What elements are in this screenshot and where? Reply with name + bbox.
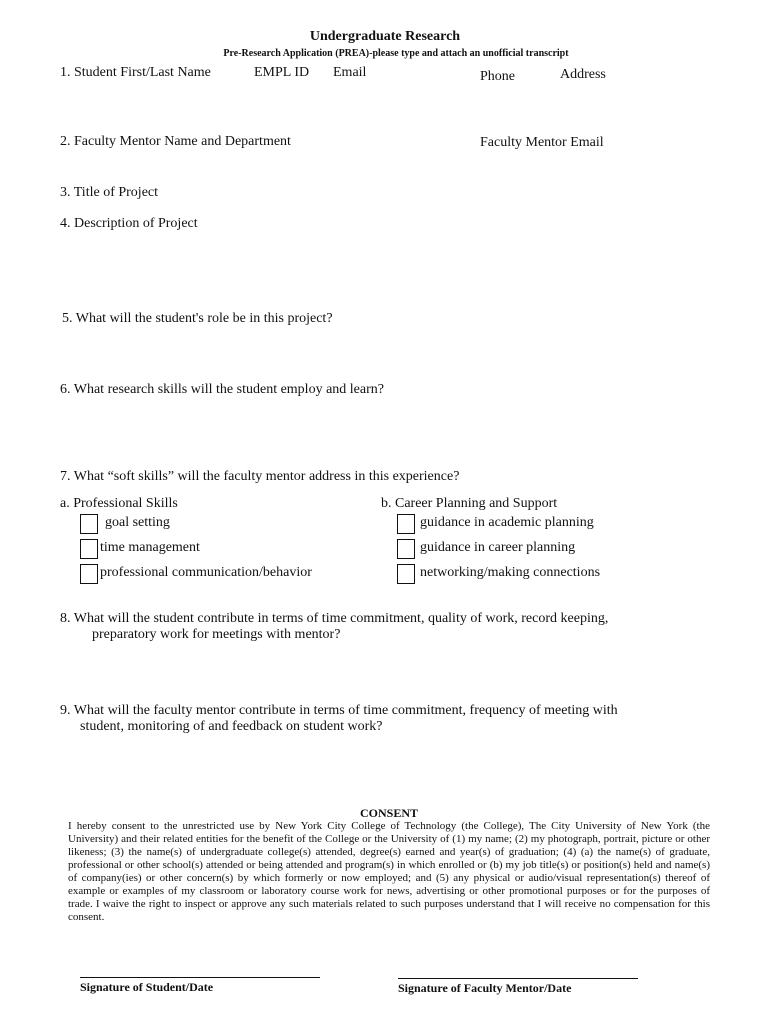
professional-communication-label: professional communication/behavior — [100, 565, 312, 580]
q1-student-name-label: 1. Student First/Last Name — [60, 65, 211, 80]
goal-setting-label: goal setting — [105, 515, 170, 530]
q2-faculty-mentor-label: 2. Faculty Mentor Name and Department — [60, 134, 291, 149]
checkbox-time-management[interactable] — [80, 539, 98, 559]
q1-phone-label: Phone — [480, 69, 515, 84]
mentor-signature-label: Signature of Faculty Mentor/Date — [398, 981, 572, 995]
checkbox-academic-planning[interactable] — [397, 514, 415, 534]
page-subtitle: Pre-Research Application (PREA)-please type and attach an unofficial transcript — [223, 48, 569, 59]
q2-faculty-email-label: Faculty Mentor Email — [480, 135, 604, 150]
career-planning-label: guidance in career planning — [420, 540, 576, 555]
q1-empl-id-label: EMPL ID — [254, 65, 310, 80]
page-title: Undergraduate Research — [309, 29, 461, 44]
checkbox-networking[interactable] — [397, 564, 415, 584]
academic-planning-label: guidance in academic planning — [420, 515, 594, 530]
student-signature-line[interactable] — [80, 977, 320, 978]
q1-address-label: Address — [560, 67, 606, 82]
career-planning-heading: b. Career Planning and Support — [381, 496, 558, 511]
checkbox-goal-setting[interactable] — [80, 514, 98, 534]
q8-student-contribution: 8. What will the student contribute in terms of time commitment, quality of work, record keeping, — [60, 611, 609, 626]
consent-text: I hereby consent to the unrestricted use by New York City College of Technology (the College), The City University of New York (the University) and their related entities for the benefit of the College or the University of (1) my name; (2) my photograph, portrait, picture or other likeness; (3) the name(s) of undergraduate college(s) attended, degree(s) earned and year(s) of graduation; (4) (a) the name(s) of graduate, professional or other school(s) attended or being attended and program(s) in which enrolled or (b) my job title(s) or position(s) held and name(s) of company(ies) or other concern(s) by which formerly or now employed; and (5) any physical or audio/visual representation(s) thereof of example or examples of my classroom or laboratory course work for news, advertising or other promotional purposes or for the purposes of trade. I waive the right to inspect or approve any such materials related to such purposes understand that I will receive no compensation for this consent. — [68, 820, 710, 923]
time-management-label: time management — [100, 540, 200, 555]
q6-research-skills: 6. What research skills will the student employ and learn? — [60, 382, 384, 397]
q8-student-contribution-cont: preparatory work for meetings with mentor? — [92, 627, 341, 642]
q1-email-label: Email — [333, 65, 367, 80]
q5-student-role: 5. What will the student's role be in this project? — [62, 311, 333, 326]
q9-mentor-contribution-cont: student, monitoring of and feedback on student work? — [80, 719, 383, 734]
checkbox-professional-communication[interactable] — [80, 564, 98, 584]
q9-mentor-contribution: 9. What will the faculty mentor contribute in terms of time commitment, frequency of meeting with — [60, 703, 618, 718]
checkbox-career-planning[interactable] — [397, 539, 415, 559]
q7-soft-skills: 7. What “soft skills” will the faculty mentor address in this experience? — [60, 469, 460, 484]
networking-label: networking/making connections — [420, 565, 601, 580]
mentor-signature-line[interactable] — [398, 978, 638, 979]
q4-description-of-project: 4. Description of Project — [60, 216, 198, 231]
student-signature-label: Signature of Student/Date — [80, 980, 214, 994]
consent-heading: CONSENT — [359, 806, 418, 820]
professional-skills-heading: a. Professional Skills — [60, 496, 178, 511]
q3-title-of-project: 3. Title of Project — [60, 185, 159, 200]
